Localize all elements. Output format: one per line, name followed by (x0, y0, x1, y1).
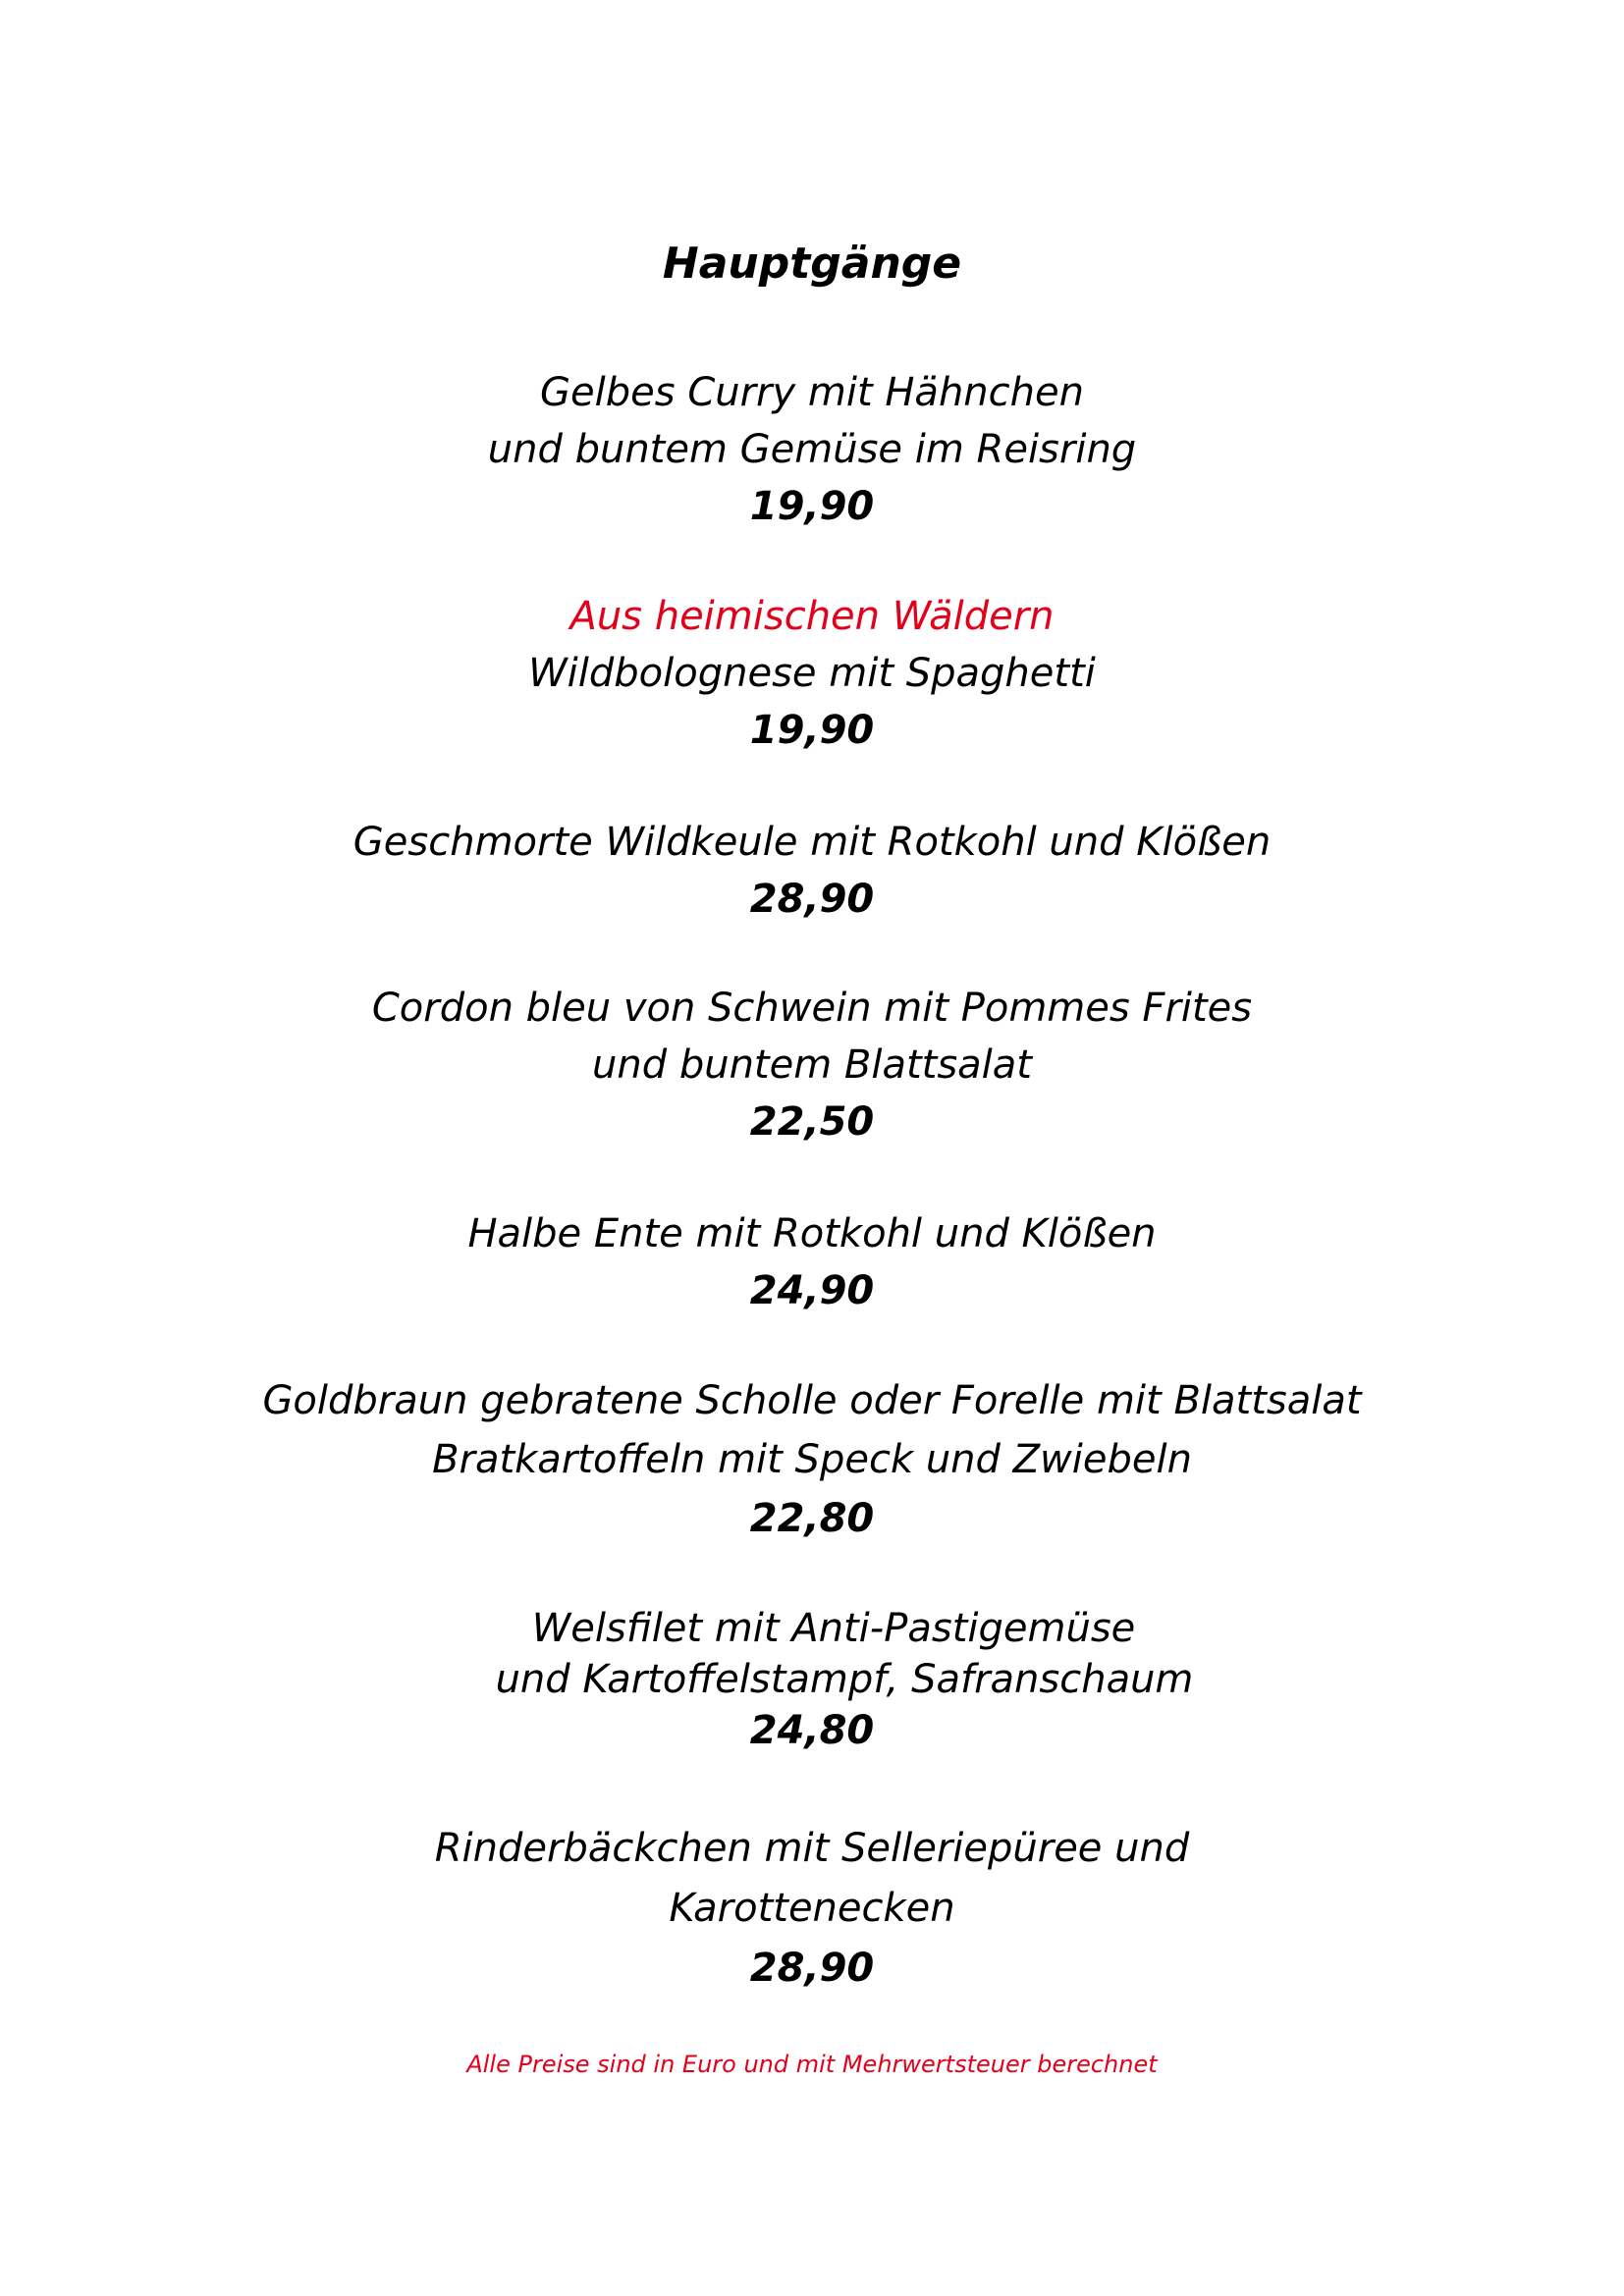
item-2-line-1: Wildbolognese mit Spaghetti (528, 651, 1096, 696)
item-5-price: 24,90 (749, 1268, 875, 1313)
item-6-price: 22,80 (749, 1496, 875, 1541)
item-8-line-1: Rinderbäckchen mit Selleriepüree und (434, 1826, 1190, 1871)
item-1-line-2: und buntem Gemüse im Reisring (487, 427, 1137, 472)
item-3-price: 28,90 (749, 877, 875, 922)
item-4-price: 22,50 (749, 1099, 875, 1145)
item-8-price: 28,90 (749, 1946, 875, 1991)
item-6-line-2: Bratkartoffeln mit Speck und Zwiebeln (432, 1437, 1192, 1482)
item-1-line-1: Gelbes Curry mit Hähnchen (540, 370, 1084, 415)
item-1-price: 19,90 (749, 484, 875, 529)
menu-title: Hauptgänge (662, 239, 962, 289)
item-8-line-2: Karottenecken (669, 1886, 955, 1931)
item-2-tagline: Aus heimischen Wäldern (569, 594, 1055, 639)
item-3-line-1: Geschmorte Wildkeule mit Rotkohl und Klößen (352, 820, 1272, 865)
item-7-line-2: und Kartoffelstampf, Safranschaum (495, 1657, 1194, 1702)
item-5-line-1: Halbe Ente mit Rotkohl und Klößen (467, 1211, 1157, 1256)
item-4-line-1: Cordon bleu von Schwein mit Pommes Frites (371, 986, 1253, 1031)
item-2-price: 19,90 (749, 708, 875, 753)
item-7-price: 24,80 (749, 1708, 875, 1753)
item-7-line-1: Welsfilet mit Anti-Pastigemüse (531, 1606, 1136, 1651)
price-note: Alle Preise sind in Euro und mit Mehrwertsteuer berechnet (466, 2051, 1158, 2078)
item-4-line-2: und buntem Blattsalat (592, 1042, 1032, 1088)
item-6-line-1: Goldbraun gebratene Scholle oder Forelle mit Blattsalat (262, 1378, 1362, 1423)
